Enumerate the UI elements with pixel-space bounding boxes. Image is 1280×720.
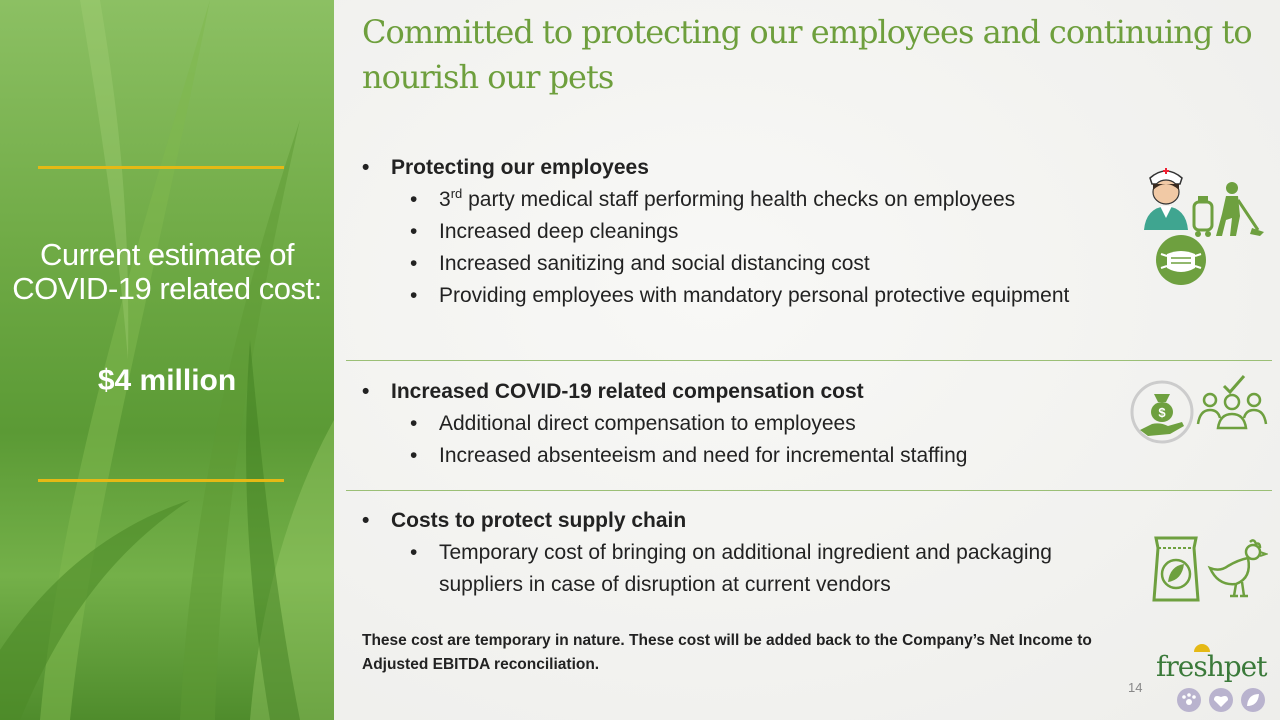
section-compensation-cost: [362, 376, 1142, 472]
freshpet-logo: [1156, 640, 1272, 716]
gold-divider-bottom: [38, 479, 284, 482]
list-item: • Increased absenteeism and need for incremental staffing: [410, 440, 1142, 472]
section-supply-chain: [362, 505, 1142, 601]
footnote: These cost are temporary in nature. These cost will be added back to the Company’s Net Income to Adjusted EBITDA reconciliation.: [362, 632, 1092, 673]
list-item: • Additional direct compensation to employees: [410, 408, 1142, 440]
list-item: • 3rd party medical staff performing health checks on employees: [410, 184, 1142, 216]
page-title: Committed to protecting our employees and continuing to nourish our pets: [362, 13, 1252, 96]
svg-text:$: $: [1158, 405, 1166, 420]
grass-background: [0, 0, 334, 720]
list-item: • Increased sanitizing and social distancing cost: [410, 248, 1142, 280]
left-panel: [0, 0, 334, 720]
section-heading: • Increased COVID-19 related compensation cost: [362, 376, 1142, 408]
cleaning-worker-icon: [1192, 180, 1264, 238]
section-protecting-employees: [362, 152, 1142, 312]
logo-badges: [1176, 686, 1266, 714]
chicken-icon: [1206, 538, 1268, 602]
feed-bag-icon: [1150, 534, 1202, 604]
section-divider: [346, 490, 1272, 491]
page-number: 14: [1128, 680, 1143, 695]
estimate-label: Current estimate of COVID-19 related cost:: [12, 237, 322, 307]
section-heading: • Protecting our employees: [362, 152, 1142, 184]
section-heading: • Costs to protect supply chain: [362, 505, 1142, 537]
gold-divider-top: [38, 166, 284, 169]
estimate-value: $4 million: [97, 364, 237, 397]
section-divider: [346, 360, 1272, 361]
group-approval-icon: [1196, 374, 1268, 430]
nurse-icon: [1140, 164, 1192, 230]
logo-text: freshpet: [1156, 650, 1267, 683]
list-item: • Increased deep cleanings: [410, 216, 1142, 248]
face-mask-icon: [1155, 234, 1207, 286]
list-item: • Temporary cost of bringing on additional ingredient and packaging suppliers in case of disruption at current vendors: [410, 537, 1099, 601]
money-hand-icon: [1130, 380, 1194, 444]
list-item: • Providing employees with mandatory personal protective equipment: [410, 280, 1079, 312]
